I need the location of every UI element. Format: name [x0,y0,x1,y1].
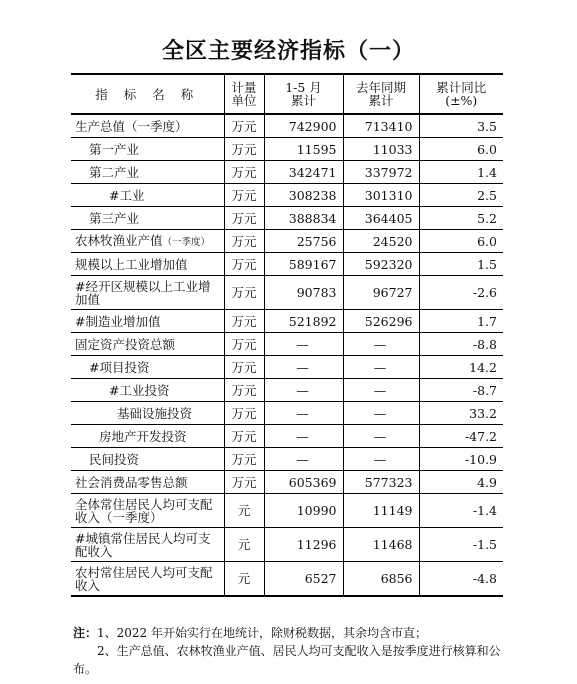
row-current: — [264,356,343,379]
row-previous: 713410 [343,114,419,138]
row-unit: 万元 [224,448,264,471]
row-unit: 万元 [224,207,264,230]
header-unit [224,74,264,114]
row-growth: 3.5 [419,114,503,138]
row-current: 388834 [264,207,343,230]
row-growth: -8.8 [419,333,503,356]
row-name: 社会消费品零售总额 [71,471,224,494]
row-name: #工业投资 [71,379,224,402]
row-previous: — [343,425,419,448]
row-current: 90783 [264,276,343,310]
row-growth: 4.9 [419,471,503,494]
row-current: 605369 [264,471,343,494]
row-previous: 11149 [343,494,419,528]
row-unit: 万元 [224,379,264,402]
row-unit: 万元 [224,114,264,138]
row-name: #制造业增加值 [71,310,224,333]
row-growth: 1.7 [419,310,503,333]
row-unit: 万元 [224,184,264,207]
row-previous: — [343,333,419,356]
row-growth: 33.2 [419,402,503,425]
row-current: 11296 [264,528,343,562]
footnote-1 [73,624,513,642]
row-previous: 577323 [343,471,419,494]
header-unit-line2: 单位 [231,93,257,108]
row-growth: -10.9 [419,448,503,471]
table-row [71,494,503,528]
row-name: 固定资产投资总额 [71,333,224,356]
row-previous: — [343,379,419,402]
row-current: 589167 [264,253,343,276]
table-row [71,528,503,562]
header-growth-line2: (±%) [445,93,478,108]
page-title: 全区主要经济指标（一） [161,39,415,64]
header-v2-line2: 累计 [368,93,394,108]
row-name [71,230,224,253]
header-v1-line2: 累计 [290,93,316,108]
header-v2 [343,74,419,114]
row-growth: -47.2 [419,425,503,448]
row-current: 11595 [264,138,343,161]
row-growth: 5.2 [419,207,503,230]
header-name-label: 指 标 名 称 [95,86,200,102]
row-unit: 万元 [224,333,264,356]
row-growth: -1.5 [419,528,503,562]
row-previous: 11468 [343,528,419,562]
table-row [71,402,503,425]
footnote-1-text: 1、2022 年开始实行在地统计，除财税数据，其余均含市直； [97,626,428,640]
row-name: 房地产开发投资 [71,425,224,448]
row-previous: — [343,448,419,471]
table-row [71,276,503,310]
row-unit: 万元 [224,425,264,448]
row-previous: 96727 [343,276,419,310]
row-name: 第一产业 [71,138,224,161]
row-previous: — [343,356,419,379]
table-row [71,114,503,138]
row-current: 10990 [264,494,343,528]
table-row [71,310,503,333]
row-previous: 11033 [343,138,419,161]
row-growth: -8.7 [419,379,503,402]
table-row [71,425,503,448]
economic-indicators-table [71,73,503,597]
row-growth: 6.0 [419,230,503,253]
row-current: 308238 [264,184,343,207]
row-current: — [264,402,343,425]
header-growth-line1: 累计同比 [436,80,487,95]
header-growth [419,74,503,114]
footnote-2: 2、生产总值、农林牧渔业产值、居民人均可支配收入是按季度进行核算和公布。 [73,644,501,676]
row-current: 521892 [264,310,343,333]
row-previous: 526296 [343,310,419,333]
row-growth: 14.2 [419,356,503,379]
row-name: 第二产业 [71,161,224,184]
row-unit: 万元 [224,253,264,276]
row-unit: 元 [224,494,264,528]
row-name: 生产总值（一季度） [71,114,224,138]
row-unit: 元 [224,528,264,562]
row-unit: 万元 [224,402,264,425]
table-row [71,379,503,402]
row-growth: 6.0 [419,138,503,161]
row-current: 25756 [264,230,343,253]
row-growth: -1.4 [419,494,503,528]
row-name: #城镇常住居民人均可支配收入 [71,528,224,562]
row-name-main: 农林牧渔业产值 [75,232,163,248]
row-previous: — [343,402,419,425]
table-row [71,138,503,161]
row-name: 第三产业 [71,207,224,230]
header-unit-line1: 计量 [231,80,257,95]
header-v1-line1: 1-5 月 [285,80,322,95]
row-unit: 元 [224,562,264,597]
row-name: #经开区规模以上工业增加值 [71,276,224,310]
table-row [71,230,503,253]
row-name: 规模以上工业增加值 [71,253,224,276]
table-row [71,448,503,471]
row-unit: 万元 [224,230,264,253]
row-name: #项目投资 [71,356,224,379]
table-row [71,161,503,184]
row-name: #工业 [71,184,224,207]
table-row [71,356,503,379]
footnote-lead: 注： [73,626,98,640]
table-row [71,562,503,597]
row-unit: 万元 [224,276,264,310]
header-name [71,74,224,114]
row-name: 农村常住居民人均可支配收入 [71,562,224,597]
table-header-row [71,74,503,114]
row-name: 基础设施投资 [71,402,224,425]
row-unit: 万元 [224,471,264,494]
row-unit: 万元 [224,138,264,161]
row-current: 342471 [264,161,343,184]
row-growth: -4.8 [419,562,503,597]
row-current: — [264,379,343,402]
row-previous: 337972 [343,161,419,184]
row-current: 6527 [264,562,343,597]
row-previous: 364405 [343,207,419,230]
row-name: 全体常住居民人均可支配收入（一季度） [71,494,224,528]
row-unit: 万元 [224,310,264,333]
header-v2-line1: 去年同期 [355,80,406,95]
table-row [71,184,503,207]
row-unit: 万元 [224,161,264,184]
row-current: — [264,448,343,471]
row-growth: 1.5 [419,253,503,276]
row-name-note: （一季度） [162,236,211,248]
row-growth: 2.5 [419,184,503,207]
row-name: 民间投资 [71,448,224,471]
row-previous: 24520 [343,230,419,253]
row-previous: 6856 [343,562,419,597]
table-row [71,333,503,356]
table-row [71,207,503,230]
table-row [71,471,503,494]
row-previous: 592320 [343,253,419,276]
row-growth: -2.6 [419,276,503,310]
row-unit: 万元 [224,356,264,379]
row-current: 742900 [264,114,343,138]
row-previous: 301310 [343,184,419,207]
row-growth: 1.4 [419,161,503,184]
footnotes [73,624,513,678]
header-v1 [264,74,343,114]
table-row [71,253,503,276]
row-current: — [264,425,343,448]
row-current: — [264,333,343,356]
